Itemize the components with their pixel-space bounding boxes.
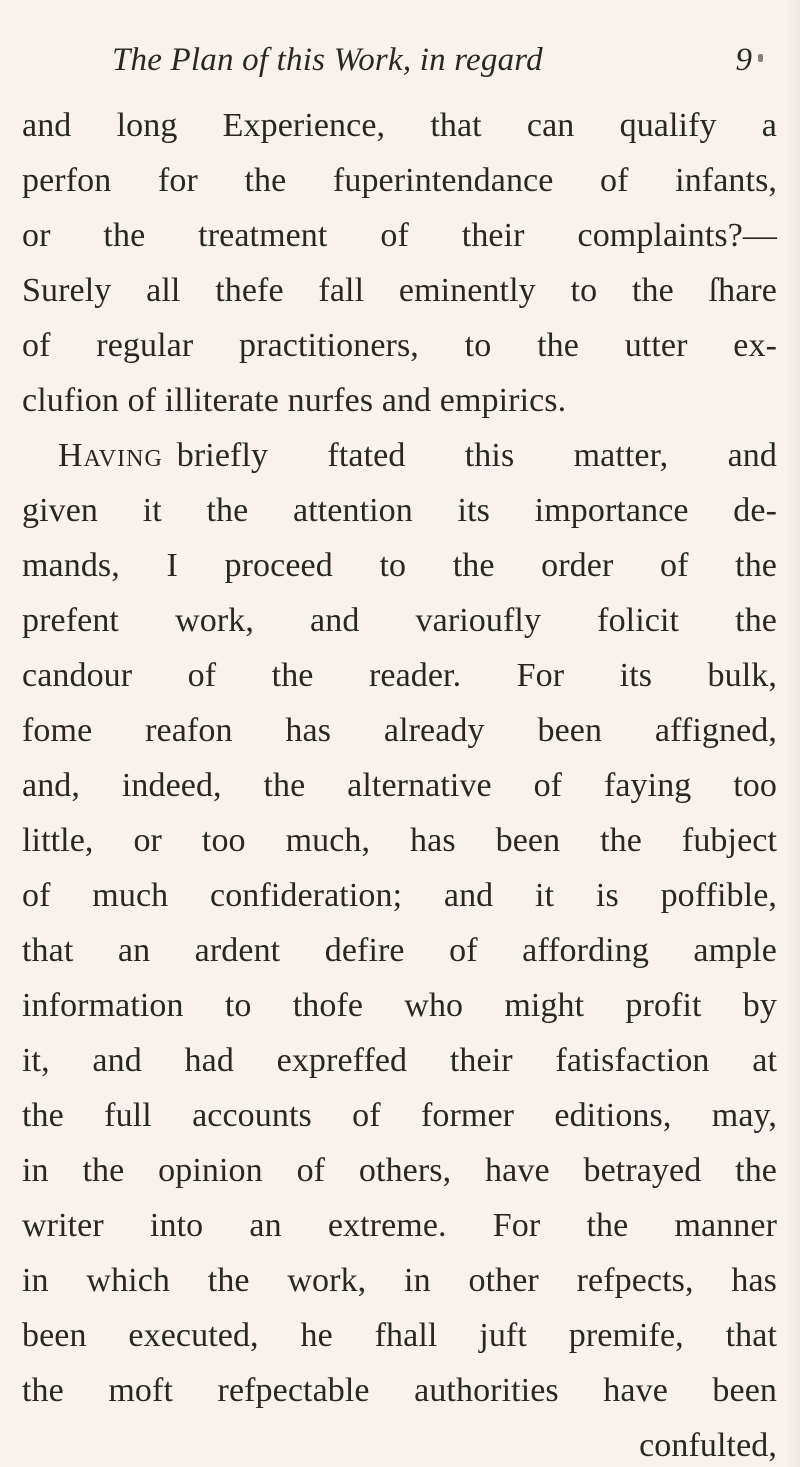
text-line-7-rest: briefly ftated this matter, and [176,437,777,474]
text-line-7 [58,439,777,473]
text-line-2: perfon for the fuperintendance of infants, [22,162,777,199]
page-number: 9 [735,42,752,78]
catchword: confulted, [639,1427,777,1464]
text-line-12: fome reafon has already been affigned, [22,712,777,749]
text-line-23: been executed, he fhall juft premife, that [22,1317,777,1354]
text-line-19: the full accounts of former editions, may, [22,1097,777,1134]
text-line-17: information to thofe who might profit by [22,987,777,1024]
text-line-5: of regular practitioners, to the utter ex- [22,327,777,364]
text-line-1: and long Experience, that can qualify a [22,107,777,144]
text-line-8: given it the attention its importance de- [22,492,777,529]
text-line-4: Surely all thefe fall eminently to the ſhare [22,272,777,309]
running-head-title: The Plan of this Work, in regard [112,42,543,78]
text-line-14: little, or too much, has been the fubject [22,822,777,859]
text-line-9: mands, I proceed to the order of the [22,547,777,584]
text-line-18: it, and had expreffed their fatisfaction at [22,1042,777,1079]
page-edge-shadow [786,0,800,1467]
text-line-6: clufion of illiterate nurfes and empirics. [22,382,567,419]
text-line-21: writer into an extreme. For the manner [22,1207,777,1244]
text-line-15: of much confideration; and it is poffible, [22,877,777,914]
text-line-20: in the opinion of others, have betrayed the [22,1152,777,1189]
text-line-22: in which the work, in other refpects, has [22,1262,777,1299]
text-line-3: or the treatment of their complaints?— [22,217,777,254]
paragraph-opening-word: Having [58,437,163,474]
text-line-10: prefent work, and varioufly folicit the [22,602,777,639]
text-line-13: and, indeed, the alternative of faying too [22,767,777,804]
text-line-11: candour of the reader. For its bulk, [22,657,777,694]
text-line-24: the moft refpectable authorities have been [22,1372,777,1409]
text-line-16: that an ardent defire of affording ample [22,932,777,969]
